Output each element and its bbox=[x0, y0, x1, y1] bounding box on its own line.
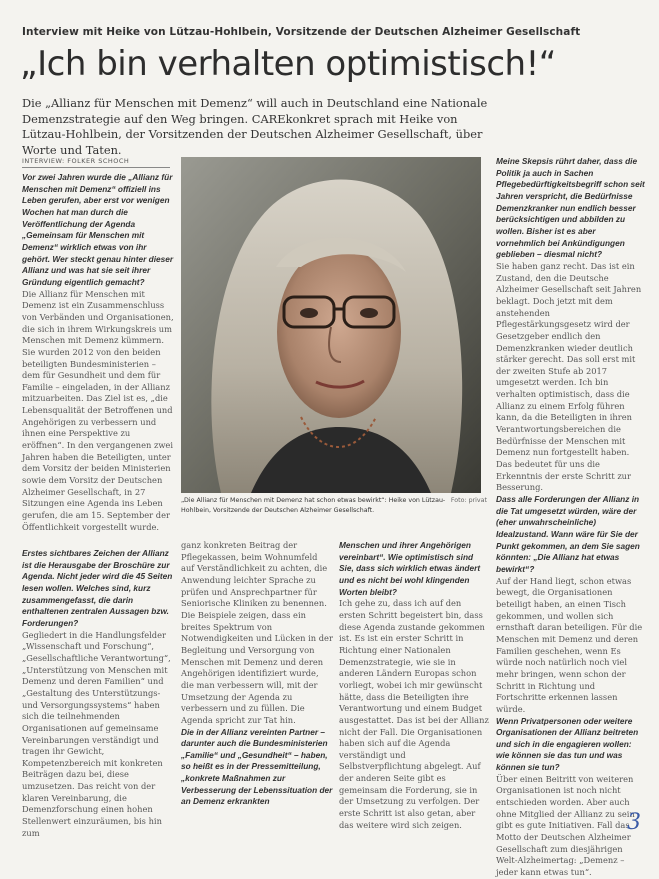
interview-answer: Gegliedert in die Handlungsfelder „Wissenschaft und Forschung“, „Gesellschaftliche Verantwortung“, „Unterstützung von Menschen mit Demenz und deren Familien“ und „Gestaltung des Unterstützungs- und Versorgungssystems“ haben sich die teilnehmenden Organisationen auf gemeinsame Vereinbarungen verständigt und tragen ihr Gewicht, Kompetenzbereich mit konkreten Beiträgen dazu bei, diese umzusetzen. Das reicht von der klaren Vereinbarung, die Demenzforschung einen hohen Stellenwert einzuräumen, bis hin zum bbox=[22, 629, 171, 838]
page-number: 3 bbox=[627, 810, 641, 835]
caption-text: „Die Allianz für Menschen mit Demenz hat schon etwas bewirkt“: Heike von Lützau-Hohlbein, Vorsitzende der Deutschen Alzheimer Gesellschaft. bbox=[181, 497, 446, 514]
interview-question: Wenn Privatpersonen oder weitere Organisationen der Allianz beitreten und sich in die engagieren wollen: wie können sie das tun und was können sie tun? bbox=[496, 715, 639, 773]
interview-answer: Über einen Beitritt von weiteren Organisationen ist noch nicht entschieden worden. Aber auch ohne Mitglied der Allianz zu sein gibt es gute Initiativen. Fall das Motto der Deutschen Alzheimer Gesellschaft zum diesjährigen Welt-Alzheimertag: „Demenz – jeder kann etwas tun“. bbox=[496, 773, 635, 878]
interview-answer: ganz konkreten Beitrag der Pflegekassen, beim Wohnumfeld auf Verständlichkeit zu achten, die Anwendung leichter Sprache zu prüfen und Ansprechpartner für Seniorische Kliniken zu benennen. Die Beispiele zeigen, dass ein breites Spektrum von Notwendigkeiten und Lücken in der Begleitung und Versorgung von Menschen mit Demenz und deren Angehörigen identifiziert wurde, die man verbessern will, mit der Umsetzung der Agenda zu verbessern und zu füllen. Die Agenda spricht zur Tat hin. bbox=[181, 540, 333, 725]
interview-question: Vor zwei Jahren wurde die „Allianz für Menschen mit Demenz“ offiziell ins Leben gerufen, aber erst vor wenigen Wochen hat man durch die Veröffentlichung der Agenda „Gemeinsam für Menschen mit Demenz“ wirklich etwas von ihr gehört. Wer steckt genau hinter dieser Allianz und was hat sie seit ihrer Gründung eigentlich gemacht? bbox=[22, 172, 174, 287]
interview-question: Menschen und ihrer Angehörigen vereinbart“. Wie optimistisch sind Sie, dass sich wirklich etwas ändert und es nicht bei wohl klingenden Worten bleibt? bbox=[339, 540, 481, 597]
article-headline: „Ich bin verhalten optimistisch!“ bbox=[20, 44, 556, 84]
byline: INTERVIEW: FOLKER SCHOCH bbox=[22, 157, 130, 165]
portrait-photo bbox=[181, 157, 481, 493]
interview-question: Dass alle Forderungen der Allianz in die Tat umgesetzt würden, wäre der (eher unwahrscheinliche) Idealzustand. Wann wäre für Sie der Punkt gekommen, an dem Sie sagen könnten: „Die Allianz hat etwas bewirkt“? bbox=[496, 494, 640, 574]
interview-question: Meine Skepsis rührt daher, dass die Politik ja auch in Sachen Pflegebedürftigkeitsbegriff schon seit Jahren verspricht, die Bedürfnisse Demenzkranker nun endlich besser berücksichtigen und abbilden zu wollen. Bisher ist es aber vornehmlich bei Ankündigungen geblieben – diesmal nicht? bbox=[496, 156, 645, 260]
article-lead: Die „Allianz für Menschen mit Demenz“ will auch in Deutschland eine Nationale Demenzstrategie auf den Weg bringen. CAREkonkret sprach mit Heike von Lützau-Hohlbein, der Vorsitzenden der Deutschen Alzheimer Gesellschaft, über Worte und Taten. bbox=[22, 96, 488, 157]
photo-caption bbox=[181, 496, 487, 516]
article-kicker: Interview mit Heike von Lützau-Hohlbein, Vorsitzende der Deutschen Alzheimer Gesellschaft bbox=[22, 26, 581, 38]
divider bbox=[22, 167, 170, 168]
interview-answer: Die Allianz für Menschen mit Demenz ist ein Zusammenschluss von Verbänden und Organisationen, die sich in ihrem Wirkungskreis um Menschen mit Demenz kümmern. Sie wurden 2012 von den beiden beteiligten Bundesministerien – dem für Gesundheit und dem für Familie – eingeladen, in der Allianz mitzuarbeiten. Das Ziel ist es, „die Lebensqualität der Betroffenen und Angehörigen zu verbessern und ihnen eine Perspektive zu eröffnen“. In den vergangenen zwei Jahren haben die Beteiligten, unter dem Vorsitz der beiden Ministerien sowie dem Vorsitz der Deutschen Alzheimer Gesellschaft, in 27 Sitzungen eine Agenda ins Leben gerufen, die am 15. September der Öffentlichkeit vorgestellt wurde. bbox=[22, 288, 174, 532]
interview-answer: Sie haben ganz recht. Das ist ein Zustand, den die Deutsche Alzheimer Gesellschaft seit Jahren beklagt. Doch jetzt mit dem anstehenden Pflegestärkungsgesetz wird der Gesetzgeber endlich den Demenzkranken wieder deutlich stärker gerecht. Das soll erst mit der zweiten Stufe ab 2017 umgesetzt werden. Ich bin verhalten optimistisch, dass die Allianz zu einem Erfolg führen kann, da die Beteiligten in ihren Verantwortungsbereichen die Bedürfnisse der Menschen mit Demenz nun fortgestellt haben. Das bedeutet für uns die Erkenntnis der erste Schritt zur Besserung. bbox=[496, 260, 642, 493]
interview-question: Erstes sichtbares Zeichen der Allianz ist die Herausgabe der Broschüre zur Agenda. Nicht jeder wird die 45 Seiten lesen wollen. Welches sind, kurz zusammengefasst, die darin enthaltenen zentralen Aussagen bzw. Forderungen? bbox=[22, 548, 173, 628]
interview-answer: Auf der Hand liegt, schon etwas bewegt, die Organisationen beteiligt haben, an einen Tisch gekommen, und wollen sich ernsthaft daran beteiligen. Für die Menschen mit Demenz und deren Familien geschehen, wenn Es würde noch natürlich noch viel mehr bringen, wenn schon der Schritt in Richtung und Fortschritte erkennen lassen würde. bbox=[496, 575, 643, 714]
column-4 bbox=[496, 156, 646, 878]
column-2 bbox=[181, 540, 333, 810]
column-1-lower bbox=[22, 548, 174, 838]
interview-answer: Ich gehe zu, dass ich auf den ersten Schritt begeistert bin, dass diese Agenda zustande gekommen ist. Es ist ein erster Schritt in Richtung einer Nationalen Demenzstrategie, wie sie in anderen Ländern Europas schon vorliegt, wobei ich mir gewünscht hätte, dass die Beteiligten ihre Verantwortung und einem Budget ausgestattet. Das ist bei der Allianz nicht der Fall. Die Organisationen haben sich auf die Agenda verständigt und Selbstverpflichtung abgelegt. Auf der anderen Seite gibt es gemeinsam die Forderung, sie in der Umsetzung zu verfolgen. Der erste Schritt ist also getan, aber das weitere wird sich zeigen. bbox=[339, 598, 489, 830]
interview-question: Die in der Allianz vereinten Partner – darunter auch die Bundesministerien „Familie“ und „Gesundheit“ – haben, so heißt es in der Pressemitteilung, „konkrete Maßnahmen zur Verbesserung der Lebenssituation der an Demenz erkrankten bbox=[181, 726, 333, 807]
caption-credit: Foto: privat bbox=[450, 497, 487, 504]
column-1 bbox=[22, 172, 174, 544]
column-3 bbox=[339, 540, 489, 830]
